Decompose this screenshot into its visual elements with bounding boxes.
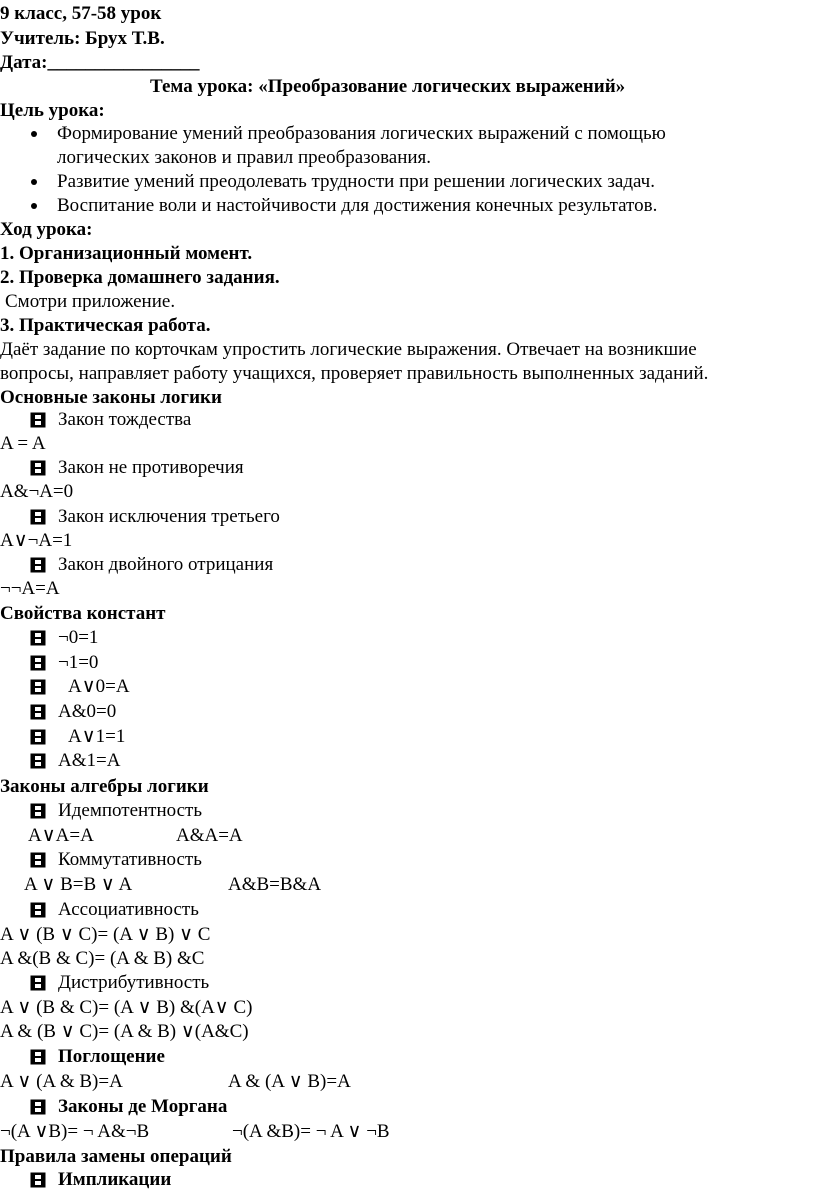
hash-marker-icon: [30, 852, 46, 868]
hash-marker-icon: [30, 460, 46, 476]
basic-laws-heading: Основные законы логики: [0, 387, 222, 408]
date-line: Дата:________________: [0, 52, 200, 73]
associativity-formula-2: A &(B & C)= (A & B) &C: [0, 948, 205, 969]
hash-marker-icon: [30, 729, 46, 745]
bullet-dot-icon: [31, 203, 37, 209]
teacher-line: Учитель: Брух Т.В.: [0, 28, 165, 49]
hash-marker-icon: [30, 557, 46, 573]
constant-4: A&0=0: [58, 701, 117, 722]
constant-3: A∨0=A: [68, 676, 130, 697]
absorption-formula-1: A ∨ (A & B)=A: [0, 1071, 123, 1092]
lesson-title: Тема урока: «Преобразование логических выражений»: [150, 76, 626, 97]
step-2-note: Смотри приложение.: [5, 291, 176, 312]
hash-marker-icon: [30, 679, 46, 695]
law-excluded-middle-formula: A∨¬A=1: [0, 530, 73, 551]
step-3: 3. Практическая работа.: [0, 315, 211, 336]
de-morgan-formula-2: ¬(A &B)= ¬ A ∨ ¬B: [232, 1121, 390, 1142]
step-3-text-line1: Даёт задание по корточкам упростить логические выражения. Отвечает на возникшие: [0, 339, 697, 360]
absorption-name: Поглощение: [58, 1046, 165, 1067]
constants-heading: Свойства констант: [0, 603, 166, 624]
law-noncontradiction: Закон не противоречия: [58, 457, 244, 478]
constant-5: A∨1=1: [68, 726, 126, 747]
hash-marker-icon: [30, 509, 46, 525]
idempotence-formula-1: A∨A=A: [28, 825, 94, 846]
absorption-formula-2: A & (A ∨ B)=A: [228, 1071, 351, 1092]
hash-marker-icon: [30, 655, 46, 671]
distributivity-formula-2: A & (B ∨ C)= (A & B) ∨(A&C): [0, 1021, 249, 1042]
hash-marker-icon: [30, 704, 46, 720]
goal-item-2: Развитие умений преодолевать трудности при решении логических задач.: [57, 171, 655, 192]
idempotence-formula-2: A&A=A: [176, 825, 243, 846]
associativity-name: Ассоциативность: [58, 899, 199, 920]
goal-heading: Цель урока:: [0, 100, 105, 121]
bullet-dot-icon: [31, 179, 37, 185]
de-morgan-formula-1: ¬(A ∨B)= ¬ A&¬B: [0, 1121, 150, 1142]
constant-6: A&1=A: [58, 750, 121, 771]
commutativity-formula-1: A ∨ B=B ∨ A: [24, 874, 133, 895]
hash-marker-icon: [30, 1049, 46, 1065]
distributivity-formula-1: A ∨ (B & C)= (A ∨ B) &(A∨ C): [0, 997, 253, 1018]
goal-item-1-line1: Формирование умений преобразования логических выражений с помощью: [57, 123, 666, 144]
bullet-dot-icon: [31, 131, 37, 137]
step-2: 2. Проверка домашнего задания.: [0, 267, 280, 288]
hash-marker-icon: [30, 412, 46, 428]
law-double-negation: Закон двойного отрицания: [58, 554, 274, 575]
hash-marker-icon: [30, 902, 46, 918]
replacement-heading: Правила замены операций: [0, 1146, 232, 1167]
hash-marker-icon: [30, 1099, 46, 1115]
de-morgan-name: Законы де Моргана: [58, 1096, 228, 1117]
associativity-formula-1: A ∨ (B ∨ C)= (A ∨ B) ∨ C: [0, 924, 211, 945]
goal-item-1-line2: логических законов и правил преобразования.: [57, 147, 432, 168]
constant-2: ¬1=0: [58, 652, 99, 673]
law-double-negation-formula: ¬¬A=A: [0, 578, 60, 599]
idempotence-name: Идемпотентность: [58, 800, 203, 821]
implication-name: Импликации: [58, 1169, 172, 1190]
law-excluded-middle: Закон исключения третьего: [58, 506, 280, 527]
hash-marker-icon: [30, 753, 46, 769]
hash-marker-icon: [30, 803, 46, 819]
goal-item-3: Воспитание воли и настойчивости для достижения конечных результатов.: [57, 195, 658, 216]
hash-marker-icon: [30, 1172, 46, 1188]
progress-heading: Ход урока:: [0, 219, 93, 240]
commutativity-name: Коммутативность: [58, 849, 202, 870]
law-identity: Закон тождества: [58, 409, 192, 430]
step-3-text-line2: вопросы, направляет работу учащихся, проверяет правильность выполненных заданий.: [0, 363, 709, 384]
hash-marker-icon: [30, 975, 46, 991]
law-noncontradiction-formula: A&¬A=0: [0, 481, 74, 502]
class-line: 9 класс, 57-58 урок: [0, 3, 162, 24]
distributivity-name: Дистрибутивность: [58, 972, 210, 993]
step-1: 1. Организационный момент.: [0, 243, 253, 264]
hash-marker-icon: [30, 630, 46, 646]
law-identity-formula: A = A: [0, 433, 46, 454]
algebra-heading: Законы алгебры логики: [0, 776, 209, 797]
constant-1: ¬0=1: [58, 627, 99, 648]
commutativity-formula-2: A&B=B&A: [228, 874, 322, 895]
